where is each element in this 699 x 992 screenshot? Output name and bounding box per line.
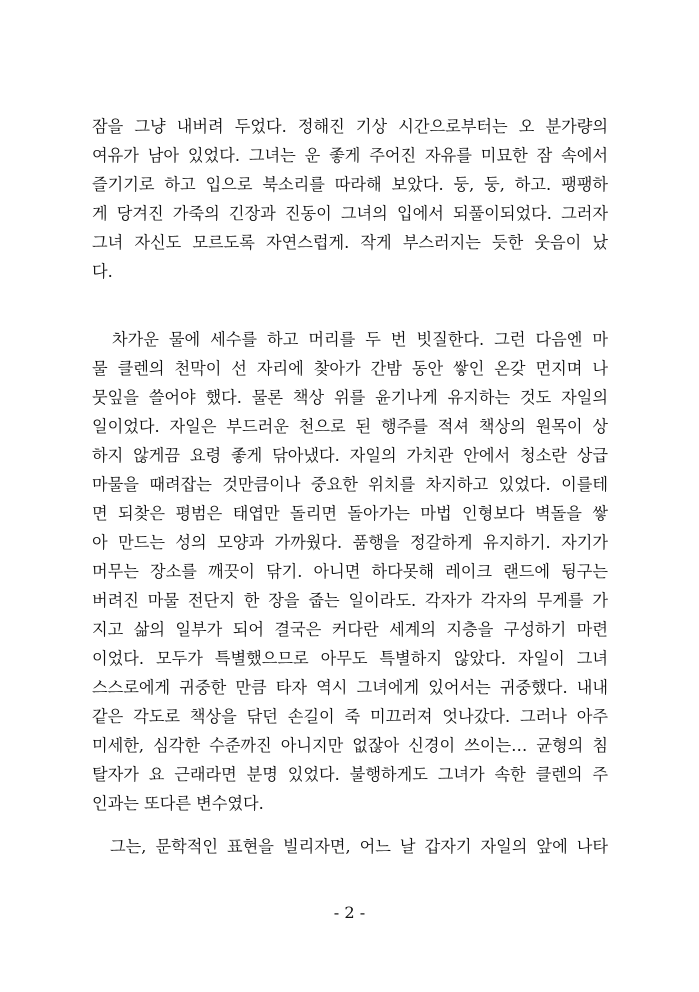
text-line: 인과는 또다른 변수였다. <box>92 794 264 813</box>
text-line: 탈자가 요 근래라면 분명 있었다. 불행하게도 그녀가 속한 클렌의 주 <box>92 765 608 784</box>
text-line: 일이었다. 자일은 부드러운 천으로 된 행주를 적셔 책상의 원목이 상 <box>92 417 608 436</box>
page-number: - 2 - <box>333 903 366 922</box>
text-line: 아 만드는 성의 모양과 가까웠다. 품행을 정갈하게 유지하기. 자기가 <box>92 533 608 552</box>
text-line: 잠을 그냥 내버려 두었다. 정해진 기상 시간으로부터는 오 분가량의 <box>92 117 608 136</box>
text-line: 뭇잎을 쓸어야 했다. 물론 책상 위를 윤기나게 유지하는 것도 자일의 <box>92 388 608 407</box>
text-line: 지고 삶의 일부가 되어 결국은 커다란 세계의 지층을 구성하기 마련 <box>92 620 608 639</box>
text-line: 머무는 장소를 깨끗이 닦기. 아니면 하다못해 레이크 랜드에 뒹구는 <box>92 562 608 581</box>
text-line: 스스로에게 귀중한 만큼 타자 역시 그녀에게 있어서는 귀중했다. 내내 <box>92 678 608 697</box>
text-line: 그는, 문학적인 표현을 빌리자면, 어느 날 갑자기 자일의 앞에 나타 <box>92 837 608 856</box>
text-line: 게 당겨진 가죽의 긴장과 진동이 그녀의 입에서 되풀이되었다. 그러자 <box>92 204 608 223</box>
paragraph-1 <box>92 112 608 286</box>
paragraph-3 <box>92 832 608 861</box>
text-line: 면 되찾은 평범은 태엽만 돌리면 돌아가는 마법 인형보다 벽돌을 쌓 <box>92 504 608 523</box>
text-line: 물 클렌의 천막이 선 자리에 찾아가 간밤 동안 쌓인 온갖 먼지며 나 <box>92 359 608 378</box>
text-line: 하지 않게끔 요령 좋게 닦아냈다. 자일의 가치관 안에서 청소란 상급 <box>92 446 608 465</box>
text-line: 미세한, 심각한 수준까진 아니지만 없잖아 신경이 쓰이는… 균형의 침 <box>92 736 608 755</box>
text-line: 여유가 남아 있었다. 그녀는 운 좋게 주어진 자유를 미묘한 잠 속에서 <box>92 146 608 165</box>
text-line: 다. <box>92 262 113 281</box>
text-line: 마물을 때려잡는 것만큼이나 중요한 위치를 차지하고 있었다. 이를테 <box>92 475 608 494</box>
text-line: 즐기기로 하고 입으로 북소리를 따라해 보았다. 둥, 둥, 하고. 팽팽하 <box>92 175 608 194</box>
text-line: 이었다. 모두가 특별했으므로 아무도 특별하지 않았다. 자일이 그녀 <box>92 649 608 668</box>
text-line: 그녀 자신도 모르도록 자연스럽게. 작게 부스러지는 듯한 웃음이 났 <box>92 233 608 252</box>
text-line: 같은 각도로 책상을 닦던 손길이 죽 미끄러져 엇나갔다. 그러나 아주 <box>92 707 608 726</box>
text-line: 버려진 마물 전단지 한 장을 줍는 일이라도. 각자가 각자의 무게를 가 <box>92 591 608 610</box>
text-line: 차가운 물에 세수를 하고 머리를 두 번 빗질한다. 그런 다음엔 마 <box>92 330 608 349</box>
paragraph-2 <box>92 325 608 818</box>
